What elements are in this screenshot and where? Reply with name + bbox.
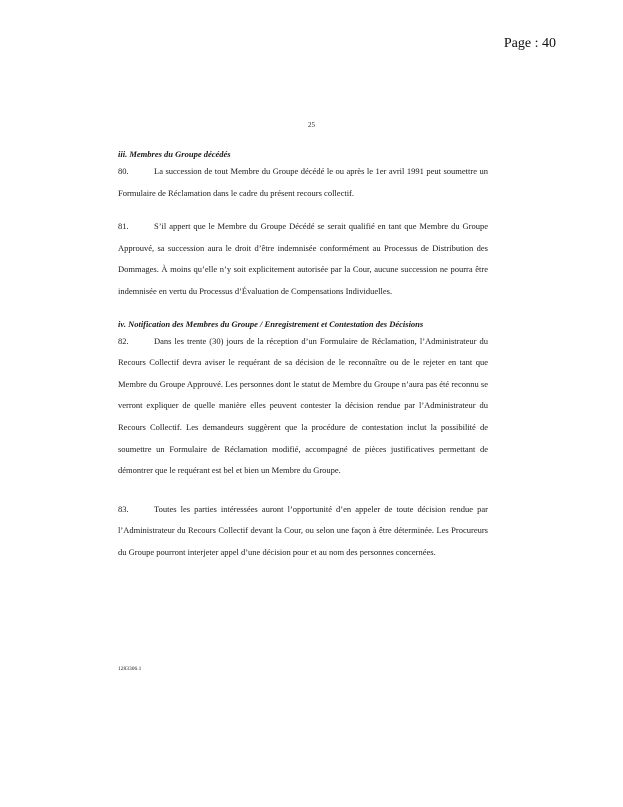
paragraph-text: Toutes les parties intéressées auront l’opportunité d’en appeler de toute décision rendue par l’Administrateur du Recours Collectif devant la Cour, ou selon une façon à être déterminée. Les Procureurs du Groupe pourront interjeter appel d’une décision pour et au nom des personnes concernées.: [118, 503, 488, 557]
paragraph-text: La succession de tout Membre du Groupe décédé le ou après le 1er avril 1991 peut soumettre un Formulaire de Réclamation dans le cadre du présent recours collectif.: [118, 166, 488, 198]
paragraph-number: 83.: [118, 503, 129, 514]
paragraph-number: 80.: [118, 166, 129, 176]
paragraph-text: S’il appert que le Membre du Groupe Décédé se serait qualifié en tant que Membre du Groupe Approuvé, sa succession aura le droit d’être indemnisée conformément au Processus de Distribution des Dommages. À moins qu’elle n’y soit explicitement autorisée par la Cour, aucune succession ne pourra être indemnisée en vertu du Processus d’Évaluation de Compensations Individuelles.: [118, 221, 488, 296]
section-heading-deceased-members: iii. Membres du Groupe décédés: [118, 149, 231, 159]
paragraph-81: [118, 216, 488, 302]
document-body: [118, 147, 488, 564]
paragraph-80: [118, 161, 488, 204]
page-number: 25: [308, 121, 315, 129]
document-id: 1283306.1: [118, 666, 142, 672]
section-heading-notification: iv. Notification des Membres du Groupe / Enregistrement et Contestation des Décisions: [118, 318, 424, 329]
paragraph-text: Dans les trente (30) jours de la réception d’un Formulaire de Réclamation, l’Administrateur du Recours Collectif devra aviser le requérant de sa décision de le reconnaître ou de le rejeter en tant que Membre du Groupe Approuvé. Les personnes dont le statut de Membre du Groupe n’aura pas été reconnu se verront expliquer de quelle manière elles peuvent contester la décision rendue par l’Administrateur du Recours Collectif. Les demandeurs suggèrent que la procédure de contestation inclut la possibilité de soumettre un Formulaire de Réclamation modifié, accompagné de pièces justificatives permettant de démontrer que le requérant est bel et bien un Membre du Groupe.: [118, 335, 488, 476]
paragraph-number: 81.: [118, 221, 129, 232]
page-label: Page : 40: [503, 36, 556, 51]
paragraph-82: [118, 331, 488, 482]
paragraph-83: [118, 499, 488, 564]
paragraph-number: 82.: [118, 335, 129, 346]
